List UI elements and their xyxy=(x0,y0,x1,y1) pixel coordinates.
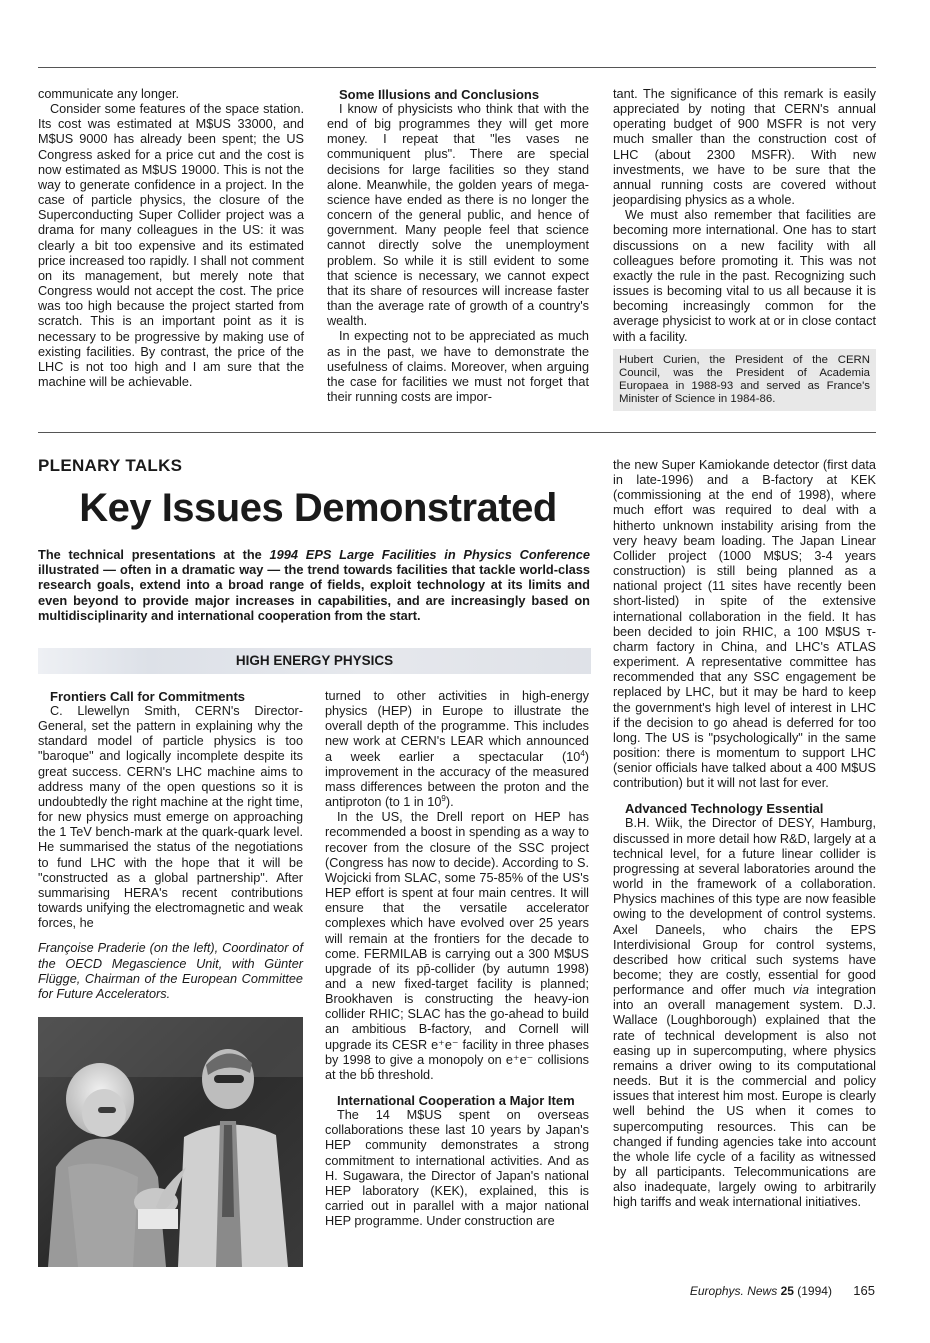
paragraph: In expecting not to be appreciated as much as in the past, we have to demonstrate the usefulness of claims. Moreover, when arguing the case for facilities we must not forget that their running costs are impor- xyxy=(327,329,589,404)
section-heading: Some Illusions and Conclusions xyxy=(339,87,540,102)
paragraph: communicate any longer. xyxy=(38,87,180,101)
section-label: PLENARY TALKS xyxy=(38,456,183,475)
section-rule xyxy=(38,432,876,433)
top-rule xyxy=(38,67,876,68)
page-number: 165 xyxy=(853,1283,875,1298)
paragraph: We must also remember that facilities are becoming more international. One has to start discussions on a new facility with all colleagues before promoting it. This was not exactly the rule in the past. Recognizing such issues is becoming vital to us all because it is becoming increasingly common for the average physicist to work at or in close contact with a facility. xyxy=(613,208,876,344)
paragraph: B.H. Wiik, the Director of DESY, Hamburg, discussed in more detail how R&D, largely at a technical level, for a future linear collider is progressing at several laboratories around the world in the framework of a collaboration. Physics machines of this type are now feasible owing to the development of control systems. Axel Daneels, who chairs the EPS Interdivisional Group for control systems, described how critical such systems have become; they are costly, essential for good performance and offer much via integration into an overall management system. D.J. Wallace (Loughborough) explained that the rate of technical development is also not easing up in supercomputing, where physics remains a driver owing to its computational needs. But it is the commercial and policy issues that interest him most. Europe is clearly well behind the US when it comes to supercomputing resources. This can be changed if funding agencies take into account the whole life cycle of a facility as witnessed by all participants. Telecommunications are also inadequate, largely owing to arbitrarily high tariffs and weak international initiatives. xyxy=(613,816,876,1210)
section-heading: Advanced Technology Essential xyxy=(625,801,824,817)
subject-band xyxy=(38,648,591,674)
paragraph: turned to other activities in high-energy physics (HEP) in Europe to illustrate the overall depth of the programme. This includes new work at CERN's LEAR which announced a week earlier a spectacular $(10^4)$ improvement in the accuracy of the measured mass differences between the proton and the antiproton (to 1 in $10^9$). xyxy=(325,689,589,810)
paragraph: I know of physicists who think that with the end of big programmes they will get more money. I repeat that "les vases ne communiquent plus". There are special decisions for large facilities so they stand alone. Meanwhile, the golden years of mega-science have ended as there is no longer the concern of the general public, and hence of government. Many people feel that science cannot directly solve the unemployment problem. So while it is still evident to some that science is necessary, we cannot expect that its share of resources will increase faster than the average rate of growth of a country's wealth. xyxy=(327,102,589,329)
paragraph: the new Super Kamiokande detector (first data in late-1996) and a B-factory at KEK (commissioning at the end of 1998), where much effort was required to deal with a hitherto unknown instability arising from the very heavy beam loading. The Japan Linear Collider project (1000 M$US; 3-4 years construction) is still being planned as a national project (11 sites have recently been short-listed) in spite of the extensive international collaboration in the field. It has been decided to join RHIC, a 100 M$US τ-charm factory in China, and LHC's ATLAS experiment. A representative committee has recommended that any SSC engagement be replaced by LHC, but it may be hard to keep the government's high level of interest in LHC if the decision to go ahead is deferred for too long. The US is "psychologically" in the same position: there is momentum to support LHC (senior officials have talked about a 400 M$US contribution) but it will not last for ever. xyxy=(613,458,876,791)
photo-image xyxy=(38,1017,303,1267)
paragraph: tant. The significance of this remark is easily appreciated by noting that CERN's annual operating budget of 900 MSFR is not very much smaller than the construction cost of LHC (about 2300 MSFR). With new investments, we have to be sure that the annual running costs are covered without jeopardising physics as a whole. xyxy=(613,87,876,208)
paragraph: C. Llewellyn Smith, CERN's Director-General, set the pattern in explaining why the standard model of particle physics is too "baroque" and logically incomplete despite its great success. CERN's LHC machine aims to address many of the open questions so it is undoubtedly the right machine at the right time, for new physics must emerge on approaching the 1 TeV bench-mark at the quark-quark level. He summarised the status of the negotiations to fund LHC with the hope that it will be "constructed as a global partnership". After summarising HERA's recent contributions towards unifying the electromagnetic and weak forces, he xyxy=(38,704,303,931)
section-heading: Frontiers Call for Commitments xyxy=(50,689,246,704)
article-title: Key Issues Demonstrated xyxy=(79,486,557,530)
photo-caption: Françoise Praderie (on the left), Coordinator of the OECD Megascience Unit, with Günter Flügge, Chairman of the European Committee for Future Accelerators. xyxy=(38,941,303,1001)
page-footer xyxy=(690,1283,875,1298)
paragraph: The 14 M$US spent on overseas collaborations these last 10 years by Japan's HEP community demonstrates a strong commitment to international activities. And as H. Sugawara, the Director of Japan's national HEP laboratory (KEK), explained, this is carried out in parallel with a major national HEP programme. Under construction are xyxy=(325,1108,589,1229)
top-column-3 xyxy=(613,87,876,411)
author-bio: Hubert Curien, the President of the CERN Council, was the President of Academia Europaea in 1988-93 and served as France's Minister of Science in 1984-86. xyxy=(613,349,876,411)
article-column-1 xyxy=(38,689,303,1002)
section-heading: International Cooperation a Major Item xyxy=(337,1093,575,1109)
paragraph: In the US, the Drell report on HEP has recommended a boost in spending as a way to recover from the closure of the SSC project (Congress has now to decide). According to S. Wojcicki from SLAC, some 75-85% of the US's HEP effort is spent at four main centres. It will ensure that the versatile accelerator complexes which have evolved over 25 years will remain at the frontiers for the decade to come. FERMILAB is carrying out a 300 M$US upgrade of its pp̄-collider (by autumn 1998) and a new fixed-target facility is planned; Brookhaven is constructing the heavy-ion collider RHIC; SLAC has the go-ahead to build an ambitious B-factory, and Cornell will upgrade its CESR e⁺e⁻ facility in three phases by 1998 to give a monopoly on e⁺e⁻ collisions at the bb̄ threshold. xyxy=(325,810,589,1082)
paragraph: Consider some features of the space station. Its cost was estimated at M$US 33000, and M$US 9000 has already been spent; the US Congress asked for a price cut and the cost is now estimated as M$US 19000. This is not the way to generate confidence in a project. In the case of particle physics, the closure of the Superconducting Super Collider project was a drama for many colleagues in the US: it was clearly a bit too expensive and its estimated price increased too rapidly. I shall not comment on its management, but merely note that Congress would not accept the cost. The price was too high because the project started from scratch. This is an important point as it is necessary to be progressive by making use of existing facilities. By contrast, the price of the LHC is not too high and I am sure that the machine will be achievable. xyxy=(38,102,304,389)
year: (1994) xyxy=(797,1284,832,1298)
subject-band-label: HIGH ENERGY PHYSICS xyxy=(235,653,394,668)
article-column-2 xyxy=(325,689,589,1229)
article-intro: The technical presentations at the 1994 EPS Large Facilities in Physics Conference illustrated — often in a dramatic way — the trend towards facilities that tackle world-class research goals, extend into a broad range of fields, exploit technology at its limits and even beyond to provide major increases in capabilities, and are increasingly based on multidisciplinarity and international cooperation from the start. xyxy=(38,547,590,623)
article-column-3 xyxy=(613,458,876,1211)
top-column-2 xyxy=(327,87,589,405)
top-column-1 xyxy=(38,87,304,390)
journal-name: Europhys. News xyxy=(689,1284,778,1298)
photo xyxy=(38,1017,303,1267)
volume: 25 xyxy=(780,1284,794,1298)
